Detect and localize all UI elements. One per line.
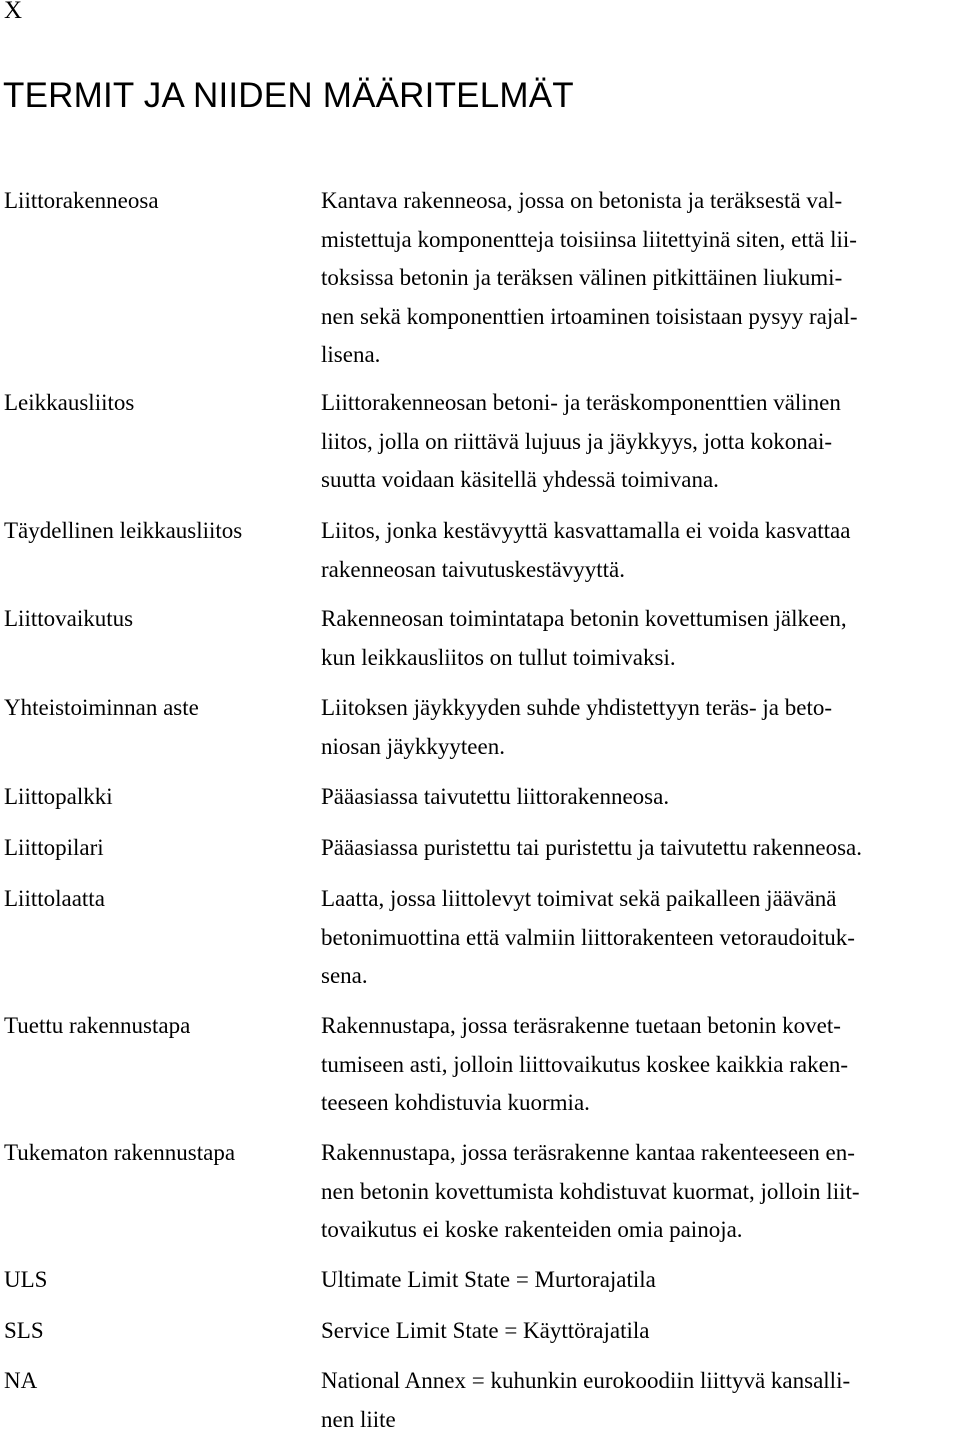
glossary-definition: Pääasiassa taivutettu liittorakenneosa. (321, 784, 670, 809)
glossary-definition: Kantava rakenneosa, jossa on betonista ja teräksestä val- mistettuja komponentteja toisiinsa liitettyinä siten, että lii- toksissa betonin ja teräksen välinen pitkittäinen liukumi- nen sekä komponenttien irtoaminen toisistaan pysyy rajal- lisena. (321, 188, 858, 367)
glossary-definition: Service Limit State = Käyttörajatila (321, 1318, 650, 1343)
glossary-term: SLS (4, 1318, 44, 1343)
glossary-term: NA (4, 1368, 38, 1393)
glossary-term: Liittorakenneosa (4, 188, 159, 213)
glossary-term: Leikkausliitos (4, 390, 135, 415)
glossary-definition: Rakennustapa, jossa teräsrakenne kantaa rakenteeseen en- nen betonin kovettumista kohdistuvat kuormat, jolloin liit- tovaikutus ei koske rakenteiden omia painoja. (321, 1140, 860, 1242)
glossary-term: Yhteistoiminnan aste (4, 695, 199, 720)
glossary-term: ULS (4, 1267, 48, 1292)
glossary-term: Liittopalkki (4, 784, 113, 809)
glossary-definition: Rakenneosan toimintatapa betonin kovettumisen jälkeen, kun leikkausliitos on tullut toimivaksi. (321, 606, 847, 670)
glossary-definition: Rakennustapa, jossa teräsrakenne tuetaan betonin kovet- tumiseen asti, jolloin liittovaikutus koskee kaikkia raken- teeseen kohdistuvia kuormia. (321, 1013, 848, 1115)
glossary-definition: Pääasiassa puristettu tai puristettu ja taivutettu rakenneosa. (321, 835, 862, 860)
glossary-definition: Ultimate Limit State = Murtorajatila (321, 1267, 656, 1292)
glossary-term: Täydellinen leikkausliitos (4, 518, 243, 543)
glossary-term: Liittovaikutus (4, 606, 134, 631)
glossary-term: Tukematon rakennustapa (4, 1140, 236, 1165)
glossary-term: Liittolaatta (4, 886, 105, 911)
page-heading: TERMIT JA NIIDEN MÄÄRITELMÄT (3, 76, 574, 115)
page-number: X (4, 0, 23, 24)
glossary-definition: Laatta, jossa liittolevyt toimivat sekä paikalleen jäävänä betonimuottina että valmiin liittorakenteen vetoraudoituk- sena. (321, 886, 855, 988)
glossary-term: Liittopilari (4, 835, 104, 860)
glossary-definition: Liitoksen jäykkyyden suhde yhdistettyyn teräs- ja beto- niosan jäykkyyteen. (321, 695, 832, 759)
glossary-term: Tuettu rakennustapa (4, 1013, 191, 1038)
glossary-definition: Liitos, jonka kestävyyttä kasvattamalla ei voida kasvattaa rakenneosan taivutuskestävyyttä. (321, 518, 851, 582)
glossary-definition: National Annex = kuhunkin eurokoodiin liittyvä kansalli- nen liite (321, 1368, 851, 1432)
glossary-definition: Liittorakenneosan betoni- ja teräskomponenttien välinen liitos, jolla on riittävä lujuus ja jäykkyys, jotta kokonai- suutta voidaan käsitellä yhdessä toimivana. (321, 390, 841, 492)
